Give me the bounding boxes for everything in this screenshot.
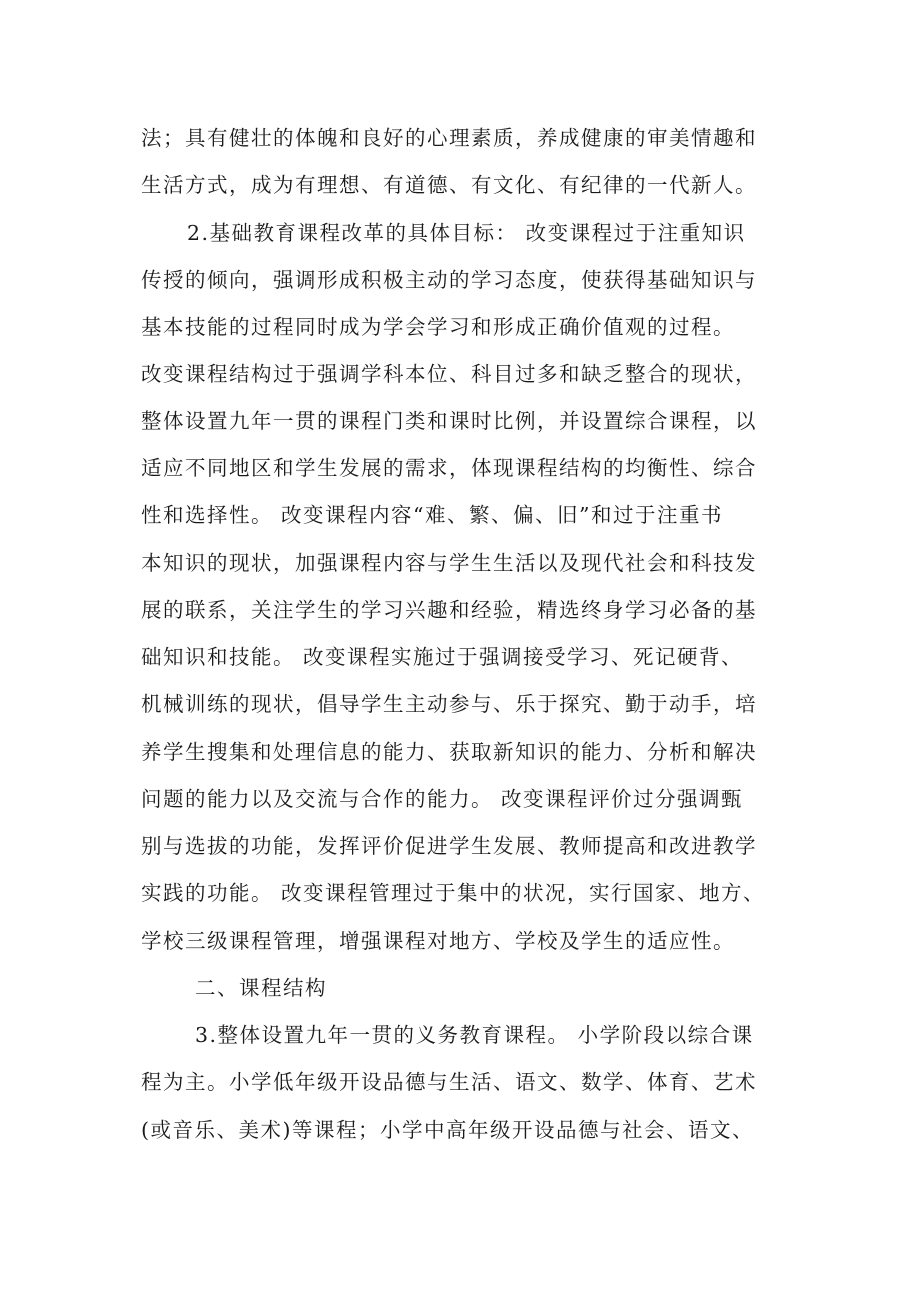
text-line: 适应不同地区和学生发展的需求，体现课程结构的均衡性、综合 <box>141 456 757 480</box>
text-line: 法；具有健壮的体魄和良好的心理素质，养成健康的审美情趣和 <box>141 126 757 150</box>
text-line: 传授的倾向，强调形成积极主动的学习态度，使获得基础知识与 <box>141 268 757 292</box>
text-line: 展的联系，关注学生的学习兴趣和经验，精选终身学习必备的基 <box>141 598 757 622</box>
text-line: 性和选择性。 改变课程内容“难、繁、偏、旧”和过于注重书 <box>141 503 723 527</box>
text-line: 养学生搜集和处理信息的能力、获取新知识的能力、分析和解决 <box>141 740 757 764</box>
text-line: 础知识和技能。 改变课程实施过于强调接受学习、死记硬背、 <box>141 645 744 669</box>
paragraph-heading: 2.基础教育课程改革的具体目标： 改变课程过于注重知识 <box>187 221 746 245</box>
section-heading: 二、课程结构 <box>195 976 327 1000</box>
text-line: 别与选拔的功能，发挥评价促进学生发展、教师提高和改进教学 <box>141 834 757 858</box>
paragraph-heading: 3.整体设置九年一贯的义务教育课程。 小学阶段以综合课 <box>195 1023 754 1047</box>
text-line: 机械训练的现状，倡导学生主动参与、乐于探究、勤于动手，培 <box>141 692 757 716</box>
text-line: 实践的功能。 改变课程管理过于集中的状况，实行国家、地方、 <box>141 881 766 905</box>
text-line: 学校三级课程管理，增强课程对地方、学校及学生的适应性。 <box>141 929 735 953</box>
text-line: 程为主。小学低年级开设品德与生活、语文、数学、体育、艺术 <box>141 1070 757 1094</box>
text-line: 改变课程结构过于强调学科本位、科目过多和缺乏整合的现状， <box>141 362 757 386</box>
text-line: 本知识的现状，加强课程内容与学生生活以及现代社会和科技发 <box>141 551 757 575</box>
text-line: 生活方式，成为有理想、有道德、有文化、有纪律的一代新人。 <box>141 173 757 197</box>
text-line: (或音乐、美术)等课程；小学中高年级开设品德与社会、语文、 <box>141 1118 754 1142</box>
text-line: 整体设置九年一贯的课程门类和课时比例，并设置综合课程，以 <box>141 409 757 433</box>
text-line: 问题的能力以及交流与合作的能力。 改变课程评价过分强调甄 <box>141 787 744 811</box>
text-line: 基本技能的过程同时成为学会学习和形成正确价值观的过程。 <box>141 315 735 339</box>
